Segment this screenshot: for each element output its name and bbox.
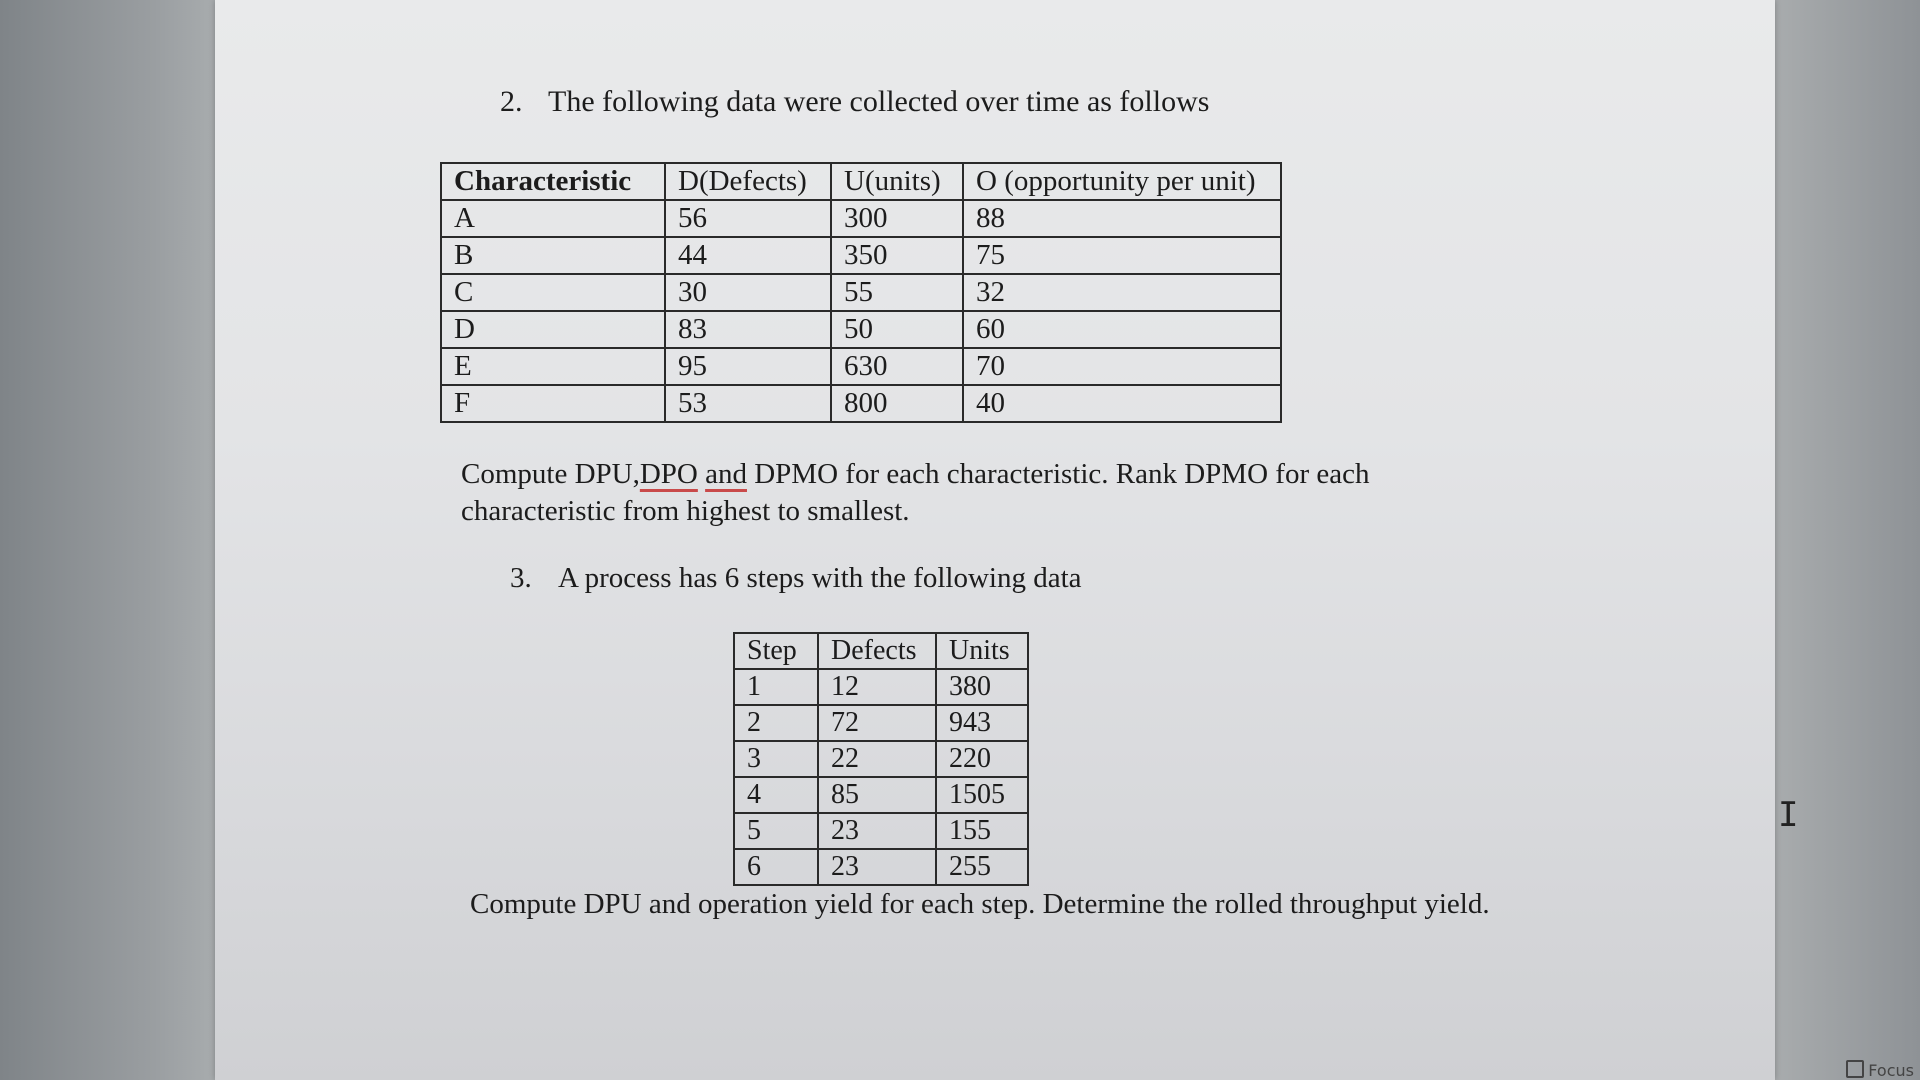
characteristics-table — [440, 162, 1282, 423]
table-cell: 4 — [734, 777, 818, 813]
question-2-heading — [500, 85, 1209, 119]
table-row — [441, 311, 1281, 348]
question-3-text: A process has 6 steps with the following data — [558, 562, 1082, 594]
table-cell: 255 — [936, 849, 1028, 885]
table-row — [441, 200, 1281, 237]
question-3-instruction: Compute DPU and operation yield for each step. Determine the rolled throughput yield. — [470, 888, 1490, 920]
focus-icon — [1846, 1060, 1864, 1078]
table-cell: D — [441, 311, 665, 348]
table-cell: 630 — [831, 348, 963, 385]
table-cell: 943 — [936, 705, 1028, 741]
header-opportunity: O (opportunity per unit) — [963, 163, 1281, 200]
table-row — [734, 741, 1028, 777]
table-cell: 40 — [963, 385, 1281, 422]
table-cell: 55 — [831, 274, 963, 311]
question-3-heading — [510, 562, 1082, 595]
table-cell: B — [441, 237, 665, 274]
text-cursor-icon: I — [1778, 795, 1799, 835]
instruction-line-1 — [461, 456, 1369, 493]
table-cell: 60 — [963, 311, 1281, 348]
table-row — [441, 348, 1281, 385]
table-cell: 50 — [831, 311, 963, 348]
table-cell: E — [441, 348, 665, 385]
table-cell: 3 — [734, 741, 818, 777]
table-row — [734, 777, 1028, 813]
question-3-number: 3. — [510, 562, 532, 594]
instruction-line-2: characteristic from highest to smallest. — [461, 495, 910, 527]
instruction-text: Compute DPU, — [461, 458, 640, 490]
table-row — [441, 385, 1281, 422]
table-cell: 32 — [963, 274, 1281, 311]
header-characteristic: Characteristic — [441, 163, 665, 200]
header-defects: Defects — [818, 633, 936, 669]
table-cell: 85 — [818, 777, 936, 813]
question-2-instruction — [461, 456, 1369, 530]
table-cell: 75 — [963, 237, 1281, 274]
table-cell: 220 — [936, 741, 1028, 777]
header-units: Units — [936, 633, 1028, 669]
table-row — [441, 274, 1281, 311]
table-cell: C — [441, 274, 665, 311]
focus-button[interactable] — [1846, 1060, 1914, 1080]
table-cell: F — [441, 385, 665, 422]
table-cell: 2 — [734, 705, 818, 741]
table-row — [734, 705, 1028, 741]
table-cell: 56 — [665, 200, 831, 237]
header-defects: D(Defects) — [665, 163, 831, 200]
header-units: U(units) — [831, 163, 963, 200]
table-row — [441, 237, 1281, 274]
table-cell: 53 — [665, 385, 831, 422]
instruction-text: DPMO for each characteristic. Rank DPMO for each — [746, 458, 1370, 490]
table-cell: 30 — [665, 274, 831, 311]
focus-label: Focus — [1868, 1061, 1914, 1080]
spellcheck-flagged-text[interactable]: DPO — [639, 458, 698, 490]
table-header-row — [441, 163, 1281, 200]
table-cell: 83 — [665, 311, 831, 348]
table-row — [734, 849, 1028, 885]
table-cell: 800 — [831, 385, 963, 422]
question-2-number: 2. — [500, 85, 523, 118]
process-steps-table — [733, 632, 1029, 886]
table-cell: 380 — [936, 669, 1028, 705]
table-cell: 88 — [963, 200, 1281, 237]
table-cell: 5 — [734, 813, 818, 849]
table-cell: 70 — [963, 348, 1281, 385]
table-cell: 23 — [818, 813, 936, 849]
table-row — [734, 813, 1028, 849]
table-cell: 155 — [936, 813, 1028, 849]
table-cell: 44 — [665, 237, 831, 274]
table-cell: 22 — [818, 741, 936, 777]
table-cell: A — [441, 200, 665, 237]
table-cell: 300 — [831, 200, 963, 237]
table-cell: 72 — [818, 705, 936, 741]
table-cell: 1505 — [936, 777, 1028, 813]
table-cell: 350 — [831, 237, 963, 274]
table-cell: 23 — [818, 849, 936, 885]
table-cell: 12 — [818, 669, 936, 705]
header-step: Step — [734, 633, 818, 669]
spellcheck-flagged-text[interactable]: and — [705, 458, 747, 490]
table-cell: 6 — [734, 849, 818, 885]
table-cell: 1 — [734, 669, 818, 705]
table-header-row — [734, 633, 1028, 669]
question-2-text: The following data were collected over time as follows — [548, 85, 1210, 118]
table-cell: 95 — [665, 348, 831, 385]
table-row — [734, 669, 1028, 705]
